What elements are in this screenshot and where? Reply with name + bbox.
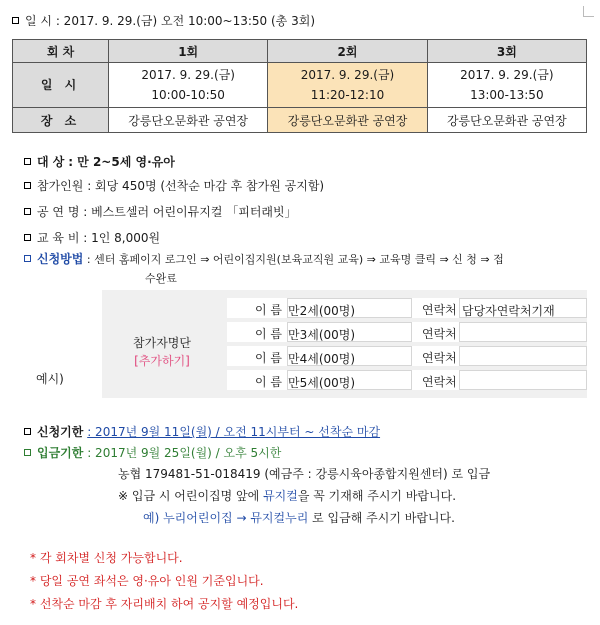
participant-list-header [112,334,212,370]
note-item: * 각 회차별 신청 가능합니다. [30,551,183,565]
session-2-name: 2회 [268,40,427,63]
checkbox-bullet-icon [24,182,31,189]
participant-list-title: 참가자명단 [133,336,191,350]
application-deadline: 신청기한 : 2017년 9월 11일(월) / 오전 11시부터 ~ 선착순 마감 [24,423,380,440]
session-1-venue: 강릉단오문화관 공연장 [109,108,268,133]
row-label-datetime: 일 시 [13,63,109,108]
note-item: * 당일 공연 좌석은 영·유아 인원 기준입니다. [30,574,264,588]
form-row: 이 름 만2세(00명) 연락처 담당자연락처기재 [227,298,587,318]
info-show-title: 공 연 명 : 베스트셀러 어린이뮤지컬 「피터래빗」 [24,203,297,220]
checkbox-bullet-icon [24,255,31,262]
session-2-datetime: 2017. 9. 29.(금) 11:20-12:10 [268,63,427,108]
checkbox-bullet-icon [24,234,31,241]
summary-label: 일 시 [25,14,52,28]
contact-field[interactable] [459,370,587,390]
checkbox-bullet-icon [24,449,31,456]
info-apply-method: 신청방법 : 센터 홈페이지 로그인 ⇒ 어린이집지원(보육교직원 교육) ⇒ 교육명 클릭 ⇒ 신 청 ⇒ 접 [24,250,504,267]
checkbox-bullet-icon [12,17,19,24]
session-1-name: 1회 [109,40,268,63]
table-header-row [13,40,587,63]
payment-note: ※ 입금 시 어린이집명 앞에 뮤지컬을 꼭 기재해 주시기 바랍니다. [118,489,457,503]
checkbox-bullet-icon [24,428,31,435]
form-row: 이 름 만5세(00명) 연락처 [227,370,587,390]
form-row: 이 름 만3세(00명) 연락처 [227,322,587,342]
apply-method-cont: 수완료 [145,272,177,285]
form-row: 이 름 만4세(00명) 연락처 [227,346,587,366]
session-2-venue: 강릉단오문화관 공연장 [268,108,427,133]
row-label-venue: 장 소 [13,108,109,133]
schedule-summary [12,12,315,29]
name-field[interactable]: 만5세(00명) [287,370,412,390]
info-capacity: 참가인원 : 회당 450명 (선착순 마감 후 참가원 공지함) [24,177,324,194]
bank-account: 농협 179481-51-018419 (예금주 : 강릉시육아종합지원센터) 로 입금 [118,467,491,481]
session-3-name: 3회 [427,40,586,63]
contact-field[interactable] [459,346,587,366]
summary-value: : 2017. 9. 29.(금) 오전 10:00~13:50 (총 3회) [55,14,315,28]
col-label: 회 차 [13,40,109,63]
contact-field[interactable]: 담당자연락처기재 [459,298,587,318]
payment-example: 예) 누리어린이집 → 뮤지컬누리 로 입금해 주시기 바랍니다. [143,511,455,525]
payment-deadline: 입금기한 : 2017년 9월 25일(월) / 오후 5시한 [24,444,281,461]
example-label: 예시) [36,372,64,386]
checkbox-bullet-icon [24,208,31,215]
name-field[interactable]: 만4세(00명) [287,346,412,366]
info-target: 대 상 : 만 2~5세 영·유아 [24,153,175,170]
note-item: * 선착순 마감 후 자리배치 하여 공지할 예정입니다. [30,597,299,611]
contact-field[interactable] [459,322,587,342]
checkbox-bullet-icon [24,158,31,165]
table-row-venue [13,108,587,133]
info-fee: 교 육 비 : 1인 8,000원 [24,229,160,246]
session-3-datetime: 2017. 9. 29.(금) 13:00-13:50 [427,63,586,108]
example-participant-form [102,290,587,398]
session-3-venue: 강릉단오문화관 공연장 [427,108,586,133]
table-row-datetime [13,63,587,108]
name-field[interactable]: 만2세(00명) [287,298,412,318]
page-corner-mark [583,6,594,17]
name-field[interactable]: 만3세(00명) [287,322,412,342]
schedule-table [12,39,587,133]
add-participant-link[interactable]: [추가하기] [134,354,190,368]
session-1-datetime: 2017. 9. 29.(금) 10:00-10:50 [109,63,268,108]
